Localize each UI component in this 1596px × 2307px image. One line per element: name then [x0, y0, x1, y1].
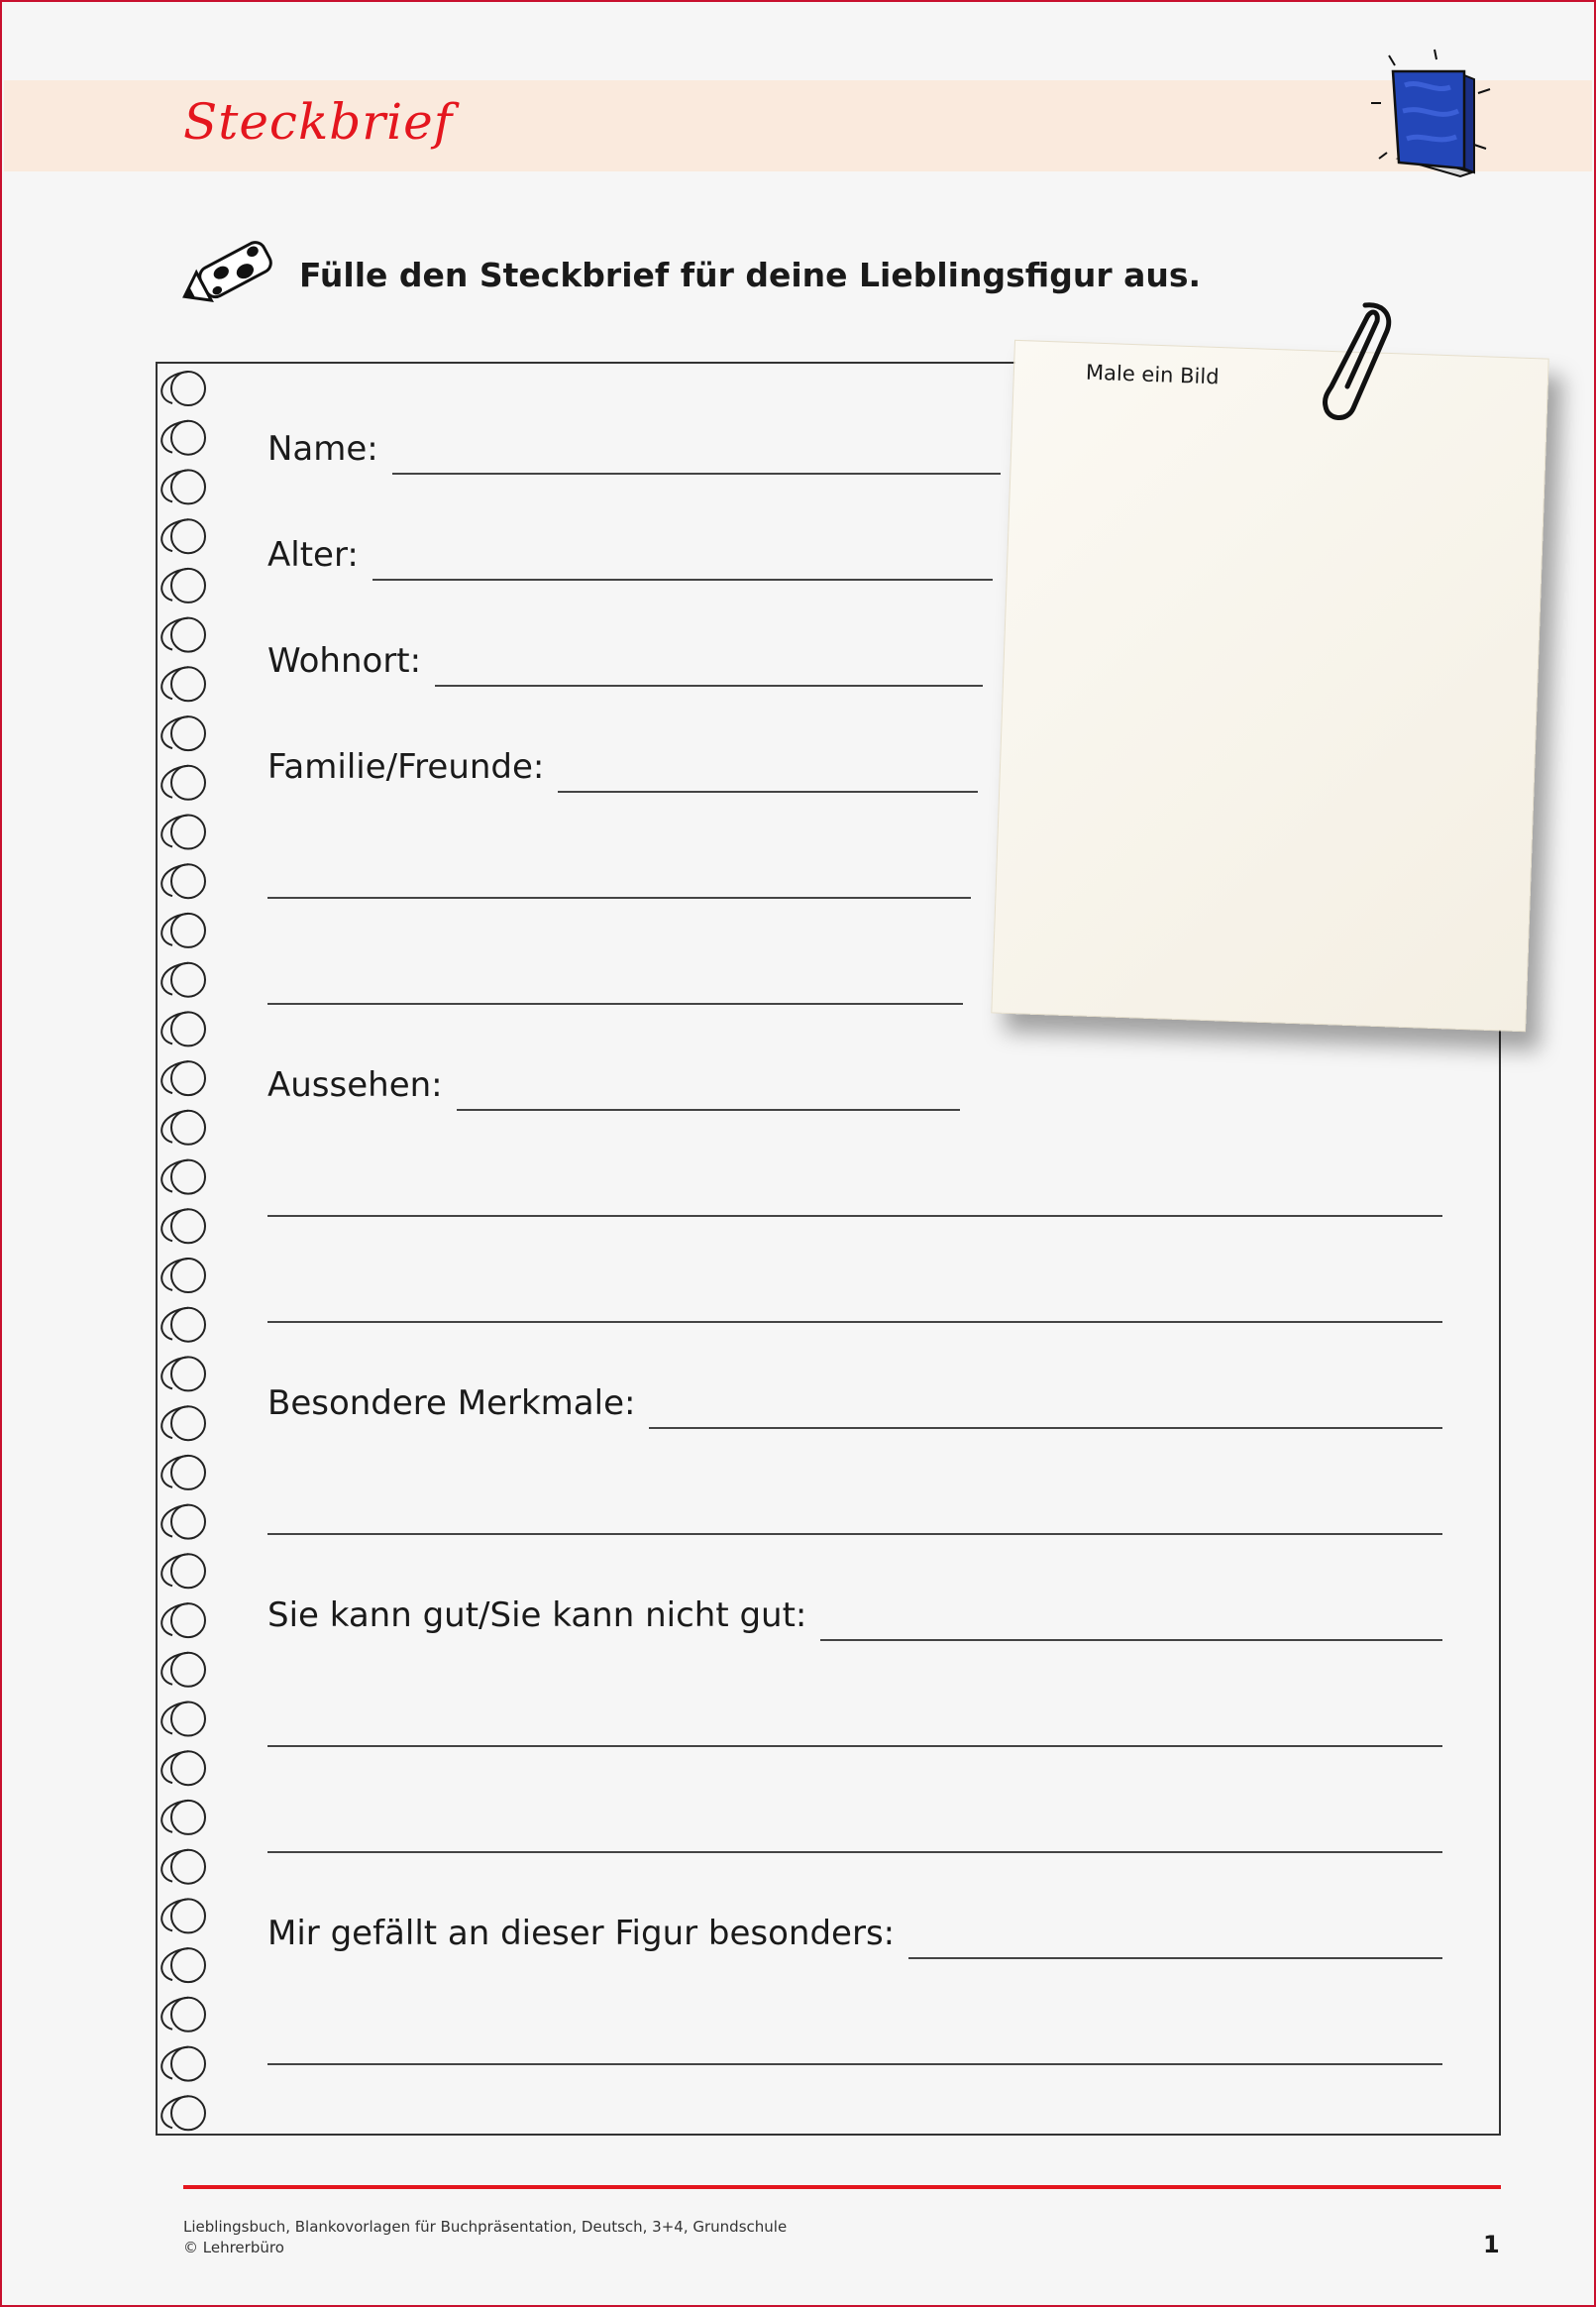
- field-label: Name:: [267, 429, 378, 469]
- page-title: Steckbrief: [183, 93, 454, 151]
- field-label: Besondere Merkmale:: [267, 1383, 636, 1423]
- spiral-loop: [171, 1259, 205, 1292]
- spiral-loop: [171, 963, 205, 997]
- spiral-loop: [171, 1703, 205, 1736]
- spiral-loop: [171, 1554, 205, 1588]
- paperclip-icon: [1308, 299, 1397, 428]
- field-label: Mir gefällt an dieser Figur besonders:: [267, 1914, 896, 1953]
- field-label: Aussehen:: [267, 1065, 443, 1105]
- answer-line[interactable]: [372, 579, 993, 581]
- spiral-loop: [171, 618, 205, 652]
- field-label: Sie kann gut/Sie kann nicht gut:: [267, 1595, 807, 1635]
- spiral-loop: [171, 1012, 205, 1045]
- picture-note[interactable]: [991, 340, 1548, 1032]
- answer-line[interactable]: [820, 1639, 1442, 1641]
- answer-line[interactable]: [435, 685, 983, 687]
- spiral-loop: [171, 372, 205, 405]
- spiral-loop: [171, 667, 205, 701]
- answer-line[interactable]: [267, 1321, 1442, 1323]
- spiral-loop: [171, 1603, 205, 1637]
- answer-line[interactable]: [457, 1109, 960, 1111]
- spiral-loop: [171, 1751, 205, 1785]
- spiral-loop: [171, 1061, 205, 1095]
- field-label: Wohnort:: [267, 641, 422, 681]
- spiral-loop: [171, 1505, 205, 1539]
- spiral-loop: [171, 1111, 205, 1145]
- spiral-binding: [149, 361, 218, 2135]
- book-icon: [1365, 42, 1504, 200]
- spiral-loop: [171, 1308, 205, 1342]
- answer-line[interactable]: [649, 1427, 1442, 1429]
- answer-line[interactable]: [267, 1533, 1442, 1535]
- spiral-loop: [171, 1406, 205, 1440]
- page-number: 1: [1483, 2231, 1500, 2258]
- answer-line[interactable]: [267, 1215, 1442, 1217]
- spiral-loop: [171, 914, 205, 947]
- answer-line[interactable]: [267, 1745, 1442, 1747]
- field-label: Familie/Freunde:: [267, 747, 545, 787]
- spiral-loop: [171, 569, 205, 603]
- spiral-loop: [171, 1160, 205, 1194]
- spiral-loop: [171, 864, 205, 898]
- footer-rule: [183, 2185, 1501, 2189]
- spiral-loop: [171, 470, 205, 503]
- spiral-loop: [171, 519, 205, 553]
- footer-source: Lieblingsbuch, Blankovorlagen für Buchpräsentation, Deutsch, 3+4, Grundschule: [183, 2218, 788, 2236]
- spiral-loop: [171, 1948, 205, 1982]
- spiral-loop: [171, 1357, 205, 1390]
- footer-copyright: © Lehrerbüro: [183, 2239, 284, 2256]
- picture-note-label: Male ein Bild: [1085, 360, 1220, 389]
- spiral-loop: [171, 816, 205, 849]
- spiral-loop: [171, 766, 205, 800]
- instruction-text: Fülle den Steckbrief für deine Lieblingsfigur aus.: [299, 256, 1202, 294]
- spiral-loop: [171, 2047, 205, 2081]
- field-label: Alter:: [267, 535, 359, 575]
- spiral-loop: [171, 1653, 205, 1687]
- spiral-loop: [171, 1998, 205, 2032]
- answer-line[interactable]: [392, 473, 1001, 475]
- spiral-loop: [171, 1899, 205, 1932]
- answer-line[interactable]: [267, 1003, 963, 1005]
- spiral-loop: [171, 1850, 205, 1884]
- answer-line[interactable]: [908, 1957, 1442, 1959]
- answer-line[interactable]: [558, 791, 978, 793]
- answer-line[interactable]: [267, 2063, 1442, 2065]
- spiral-loop: [171, 421, 205, 455]
- answer-line[interactable]: [267, 897, 971, 899]
- spiral-loop: [171, 2096, 205, 2130]
- spiral-loop: [171, 1801, 205, 1834]
- spiral-loop: [171, 1209, 205, 1243]
- answer-line[interactable]: [267, 1851, 1442, 1853]
- pencil-icon: [182, 232, 281, 311]
- spiral-loop: [171, 716, 205, 750]
- spiral-loop: [171, 1456, 205, 1489]
